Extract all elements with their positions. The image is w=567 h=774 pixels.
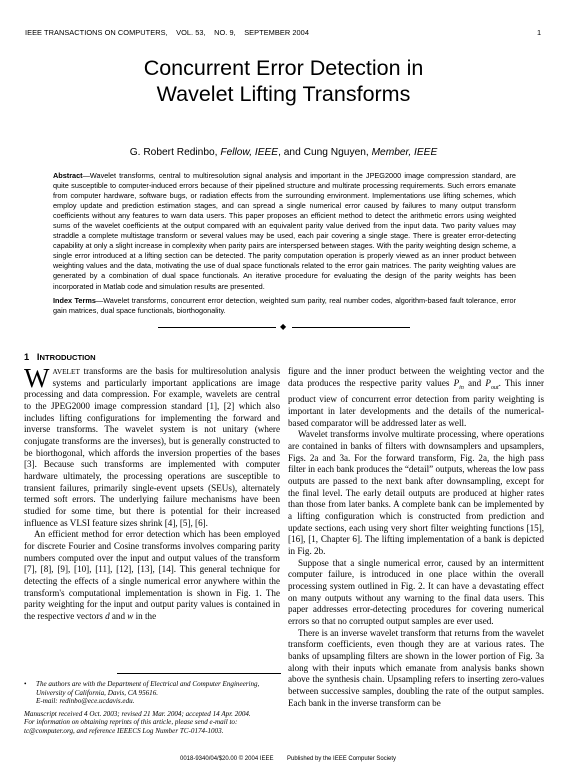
volume: VOL. 53, bbox=[176, 28, 206, 37]
issue-date: SEPTEMBER 2004 bbox=[244, 28, 309, 37]
index-terms: Index Terms—Wavelet transforms, concurrent error detection, weighted sum parity, real number codes, algorithm-based fault tolerance, error gain matrices, dual space functionals, biorthogonality. bbox=[53, 296, 517, 316]
footnote-rule bbox=[117, 673, 281, 674]
footnote-reprints: For information on obtaining reprints of this article, please send e-mail to: tc@computer.org, and reference IEEECS Log Number TC-0174-1003. bbox=[24, 718, 238, 735]
footnote-email: E-mail: redinbo@ece.ucdavis.edu. bbox=[36, 697, 135, 705]
right-para-3: Suppose that a single numerical error, caused by an intermittent computer failure, is introduced in one place within the overall processing system outlined in Fig. 2. It can have a devastating effect on many outputs without any warning to the final data users. This paper addresses error-detecting procedures for covering numerical errors so that no corrupted output samples are ever used. bbox=[288, 557, 544, 626]
footnote-bullet-icon: • bbox=[24, 680, 27, 688]
index-terms-text: Wavelet transforms, concurrent error detection, weighted sum parity, real number codes, algorithm-based fault tolerance, error gain matrices, dual space functionals, biorthogonality. bbox=[53, 296, 517, 316]
separator-rule-left bbox=[158, 327, 276, 328]
drop-cap: W bbox=[24, 363, 50, 393]
separator-diamond-icon: ◆ bbox=[280, 322, 287, 331]
author-join: , and Cung Nguyen, bbox=[278, 147, 372, 158]
author-1-grade: Fellow, IEEE bbox=[220, 147, 279, 158]
footer-copyright: 0018-9340/04/$20.00 © 2004 IEEE bbox=[180, 756, 274, 762]
footnote-received: Manuscript received 4 Oct. 2003; revised 21 Mar. 2004; accepted 14 Apr. 2004. bbox=[24, 709, 251, 718]
paper-title-line-2: Wavelet Lifting Transforms bbox=[156, 82, 411, 106]
author-2-grade: Member, IEEE bbox=[371, 147, 438, 158]
section-number: 1 bbox=[24, 352, 30, 362]
right-para-1: figure and the inner product between the weighting vector and the data produces the respective parity values $P_{in}$ and $P_{out}$. This inner product view of concurrent error detection from parity weighting is important in later developments and the details of the numerical-based comparator will be addressed later as well. bbox=[288, 366, 544, 428]
footnotes bbox=[24, 680, 280, 735]
var-w: w bbox=[127, 611, 134, 622]
abstract-text: Wavelet transforms, central to multiresolution signal analysis and important in the JPEG2000 image compression standard, are quite susceptible to computer-induced errors because of their pipelined structure and multirate processing requirements. Such errors emanate from computer hardware, software bugs, or radiation effects from the surrounding environment. Implementations use lifting schemes, which employ update and prediction estimation stages, and can spread a single numerical error caused by failures to many output transform coefficients without any features to warn data users. This paper proposes an efficient method to detect the arithmetic errors using weighted sums of the wavelet coefficients at the output compared with an equivalent parity value derived from the input data. Two parity values may straddle a complete multistage transform or several values may be used, each pair covering a single stage. There is greater error-detecting capability at only a slight increase in complexity when parity pairs are interspersed between stages. With the parity weighting design scheme, a single error introduced at a lifting section can be detected. The parity computation operation is properly viewed as an inner product between weighting values and the data, motivating the use of dual space functionals related to the error gain matrices. The parity weighting values are generated by a combination of dual space functionals. An iterative procedure for evaluating the design of the parity weights has been incorporated in Matlab code and simulation results are presented. bbox=[53, 171, 516, 291]
section-title-rest: NTRODUCTION bbox=[39, 353, 96, 362]
footer-publisher: Published by the IEEE Computer Society bbox=[287, 756, 397, 762]
right-para-2: Wavelet transforms involve multirate processing, where operations are contained in banks of filters with downsamplers and upsamplers, Figs. 2a and 3a. For the forward transform, Fig. 2a, the high pass filter in each bank produces the “detail” outputs, whereas the low pass outputs are passed to the next bank after downsampling, except for the final level. The early detail outputs are produced at higher rates than those from later banks. A complete bank can be implemented by a lifting configuration which is constructed from prediction and update sections, each using very short filter weighting functions [15], [16], [1, Chapter 6]. The lifting implementation of a bank is depicted in Fig. 2b. bbox=[288, 429, 544, 556]
abstract: Abstract—Wavelet transforms, central to multiresolution signal analysis and important in the JPEG2000 image compression standard, are quite susceptible to computer-induced errors because of their pipelined structure and multirate processing requirements. Such errors emanate from computer hardware, software bugs, or radiation effects from the surrounding environment. Implementations use lifting schemes, which employ update and prediction estimation stages, and can spread a single numerical error caused by failures to many output transform coefficients without any features to warn data users. This paper proposes an efficient method to detect the arithmetic errors using weighted sums of the wavelet coefficients at the output compared with an equivalent parity value derived from the input data. Two parity values may straddle a complete multistage transform or several values may be used, each pair covering a single stage. There is greater error-detecting capability at only a slight increase in complexity when parity pairs are interspersed between stages. With the parity weighting design scheme, a single error introduced at a lifting section can be detected. The parity computation operation is properly viewed as an inner product between weighting values and the data, motivating the use of dual space functionals related to the error gain matrices. The parity weighting values are generated by a combination of dual space functionals. An iterative procedure for evaluating the design of the parity weights has been incorporated in Matlab code and simulation results are presented. bbox=[53, 171, 516, 291]
left-para-1 bbox=[24, 363, 280, 529]
author-line bbox=[0, 147, 567, 158]
abstract-label: Abstract bbox=[53, 171, 83, 180]
author-1-name: G. Robert Redinbo, bbox=[129, 147, 221, 158]
right-column bbox=[288, 366, 544, 709]
var-d: d bbox=[105, 611, 110, 622]
section-title-initial: I bbox=[36, 352, 40, 362]
left-para-1-text: transforms are the basis for multiresolution analysis systems and particularly important applications are image processing and data compression. For example, wavelets are central to the JPEG2000 image compression standard [1], [2] which also includes lifting configurations for implementing the forward and inverse transforms. The wavelet system is not unitary (where conjugate transforms are the inverses), but is generally constructed to be biorthogonal, which affords the inversion properties of the bases [3]. Because such transforms are implemented with computer hardware ultimately, the processing operations are susceptible to transient failures, primarily single-event upsets (SEUs), alternately termed soft errors. The underlying failure mechanisms have been studied for some time, but there is potential for their increased influence as VLSI feature sizes shrink [4], [5], [6]. bbox=[24, 366, 280, 528]
index-terms-label: Index Terms bbox=[53, 296, 96, 305]
right-para-4: There is an inverse wavelet transform that returns from the wavelet transform coefficients, even though they are at various rates. The banks of upsampling filters are shown in the lower portion of Fig. 3a along with their inputs which emanate from analysis banks shown above the synthesis chain. Upsampling refers to inserting zero-values between successive samples, doubling the rate of the output samples. Each bank in the inverse transform can be bbox=[288, 627, 544, 708]
issue-number: NO. 9, bbox=[214, 28, 236, 37]
page-number: 1 bbox=[537, 28, 542, 37]
running-header bbox=[25, 28, 309, 37]
separator-rule-right bbox=[292, 327, 410, 328]
section-heading bbox=[24, 352, 96, 362]
left-column bbox=[24, 363, 280, 623]
left-para-2: An efficient method for error detection which has been employed for discrete Fourier and Cosine transforms involves comparing parity numbers computed over the input and output values of the transform [7], [8], [9], [10], [11], [12], [13], [14]. This general technique for detecting the effects of a single numerical error anywhere within the transform's computational implementation is shown in Fig. 1. The parity weighting for the input and output parity values is contained in the respective vectors d and w in the bbox=[24, 529, 280, 622]
journal-name: IEEE TRANSACTIONS ON COMPUTERS, bbox=[25, 28, 168, 37]
footnote-affiliation: • The authors are with the Department of Electrical and Computer Engineering, University of California, Davis, CA 95616. E-mail: redinbo@ece.ucdavis.edu. bbox=[24, 680, 280, 706]
lead-small-caps: AVELET bbox=[52, 367, 80, 376]
paper-title-line-1: Concurrent Error Detection in bbox=[143, 56, 424, 80]
